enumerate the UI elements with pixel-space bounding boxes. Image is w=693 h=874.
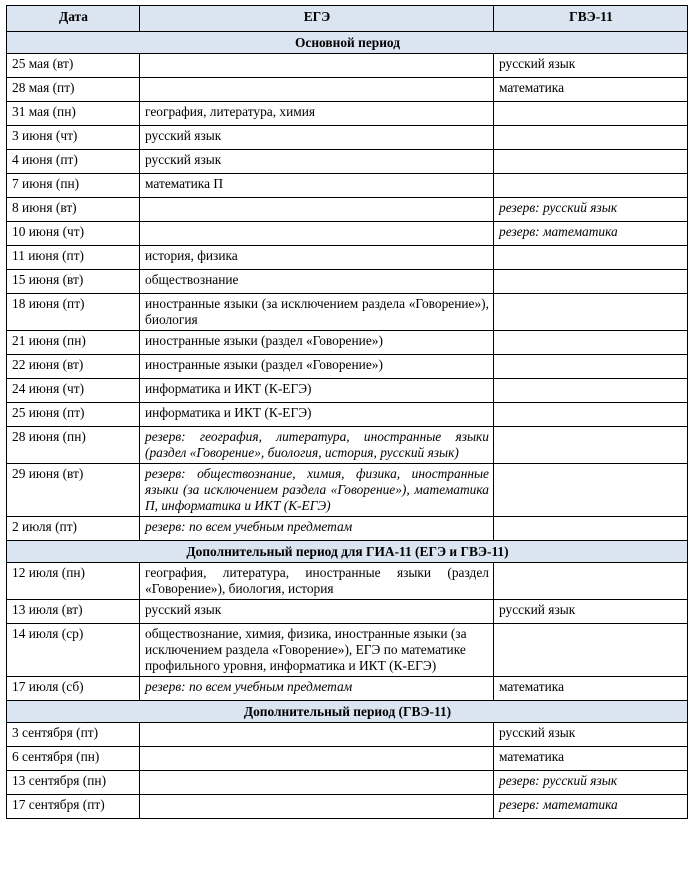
ege-cell: русский язык (140, 600, 494, 624)
table-row (7, 294, 688, 331)
ege-cell (140, 222, 494, 246)
ege-cell: резерв: по всем учебным предметам (140, 517, 494, 541)
date-cell: 2 июля (пт) (7, 517, 140, 541)
ege-cell (140, 771, 494, 795)
ege-cell: информатика и ИКТ (К-ЕГЭ) (140, 403, 494, 427)
ege-cell: информатика и ИКТ (К-ЕГЭ) (140, 379, 494, 403)
ege-cell: география, литература, иностранные языки (раздел «Говорение»), биология, история (140, 563, 494, 600)
date-cell: 25 мая (вт) (7, 54, 140, 78)
table-row (7, 270, 688, 294)
date-cell: 28 мая (пт) (7, 78, 140, 102)
date-cell: 3 сентября (пт) (7, 723, 140, 747)
gve-cell (494, 126, 688, 150)
date-cell: 31 мая (пн) (7, 102, 140, 126)
header-ege: ЕГЭ (140, 6, 494, 32)
section-additional-gia: Дополнительный период для ГИА-11 (ЕГЭ и ГВЭ-11) (7, 541, 688, 563)
table-row (7, 198, 688, 222)
ege-cell: математика П (140, 174, 494, 198)
ege-cell: резерв: география, литература, иностранные языки (раздел «Говорение», биология, история, русский язык) (140, 427, 494, 464)
table-row (7, 102, 688, 126)
ege-cell: обществознание (140, 270, 494, 294)
table-row (7, 379, 688, 403)
ege-cell: история, физика (140, 246, 494, 270)
table-row (7, 677, 688, 701)
section-row (7, 541, 688, 563)
gve-cell: математика (494, 78, 688, 102)
date-cell: 21 июня (пн) (7, 331, 140, 355)
gve-cell (494, 517, 688, 541)
table-row (7, 126, 688, 150)
table-row (7, 624, 688, 677)
gve-cell: русский язык (494, 723, 688, 747)
gve-cell (494, 427, 688, 464)
gve-cell (494, 150, 688, 174)
section-row (7, 701, 688, 723)
date-cell: 6 сентября (пн) (7, 747, 140, 771)
table-row (7, 563, 688, 600)
gve-cell (494, 464, 688, 517)
gve-cell (494, 270, 688, 294)
section-row (7, 32, 688, 54)
gve-cell: резерв: математика (494, 222, 688, 246)
ege-cell: резерв: обществознание, химия, физика, иностранные языки (за исключением раздела «Говорение»), математика П, информатика и ИКТ (К-ЕГЭ) (140, 464, 494, 517)
gve-cell (494, 563, 688, 600)
date-cell: 12 июля (пн) (7, 563, 140, 600)
date-cell: 3 июня (чт) (7, 126, 140, 150)
gve-cell (494, 294, 688, 331)
ege-cell (140, 198, 494, 222)
ege-cell: русский язык (140, 150, 494, 174)
ege-cell: резерв: по всем учебным предметам (140, 677, 494, 701)
date-cell: 15 июня (вт) (7, 270, 140, 294)
table-row (7, 222, 688, 246)
date-cell: 10 июня (чт) (7, 222, 140, 246)
table-row (7, 464, 688, 517)
gve-cell (494, 102, 688, 126)
date-cell: 14 июля (ср) (7, 624, 140, 677)
gve-cell: резерв: русский язык (494, 198, 688, 222)
date-cell: 25 июня (пт) (7, 403, 140, 427)
table-row (7, 355, 688, 379)
date-cell: 7 июня (пн) (7, 174, 140, 198)
gve-cell: русский язык (494, 600, 688, 624)
table-row (7, 427, 688, 464)
date-cell: 17 июля (сб) (7, 677, 140, 701)
table-row (7, 517, 688, 541)
table-row (7, 174, 688, 198)
table-row (7, 795, 688, 819)
section-main: Основной период (7, 32, 688, 54)
date-cell: 8 июня (вт) (7, 198, 140, 222)
date-cell: 4 июня (пт) (7, 150, 140, 174)
table-row (7, 54, 688, 78)
gve-cell (494, 331, 688, 355)
gve-cell (494, 624, 688, 677)
header-date: Дата (7, 6, 140, 32)
gve-cell: математика (494, 677, 688, 701)
ege-cell: русский язык (140, 126, 494, 150)
table-row (7, 771, 688, 795)
date-cell: 13 июля (вт) (7, 600, 140, 624)
ege-cell (140, 723, 494, 747)
section-additional-gve: Дополнительный период (ГВЭ-11) (7, 701, 688, 723)
exam-schedule-table (6, 5, 688, 819)
gve-cell (494, 379, 688, 403)
ege-cell (140, 747, 494, 771)
gve-cell (494, 174, 688, 198)
ege-cell (140, 78, 494, 102)
table-row (7, 78, 688, 102)
ege-cell: иностранные языки (раздел «Говорение») (140, 331, 494, 355)
ege-cell (140, 795, 494, 819)
date-cell: 24 июня (чт) (7, 379, 140, 403)
gve-cell: резерв: русский язык (494, 771, 688, 795)
gve-cell (494, 246, 688, 270)
table-row (7, 600, 688, 624)
date-cell: 11 июня (пт) (7, 246, 140, 270)
gve-cell (494, 355, 688, 379)
date-cell: 17 сентября (пт) (7, 795, 140, 819)
table-row (7, 747, 688, 771)
table-row (7, 150, 688, 174)
ege-cell (140, 54, 494, 78)
ege-cell: обществознание, химия, физика, иностранные языки (за исключением раздела «Говорение»), ЕГЭ по математике профильного уровня, информатика и ИКТ (К-ЕГЭ) (140, 624, 494, 677)
header-row (7, 6, 688, 32)
date-cell: 28 июня (пн) (7, 427, 140, 464)
header-gve: ГВЭ-11 (494, 6, 688, 32)
gve-cell: русский язык (494, 54, 688, 78)
ege-cell: иностранные языки (раздел «Говорение») (140, 355, 494, 379)
date-cell: 29 июня (вт) (7, 464, 140, 517)
gve-cell: математика (494, 747, 688, 771)
table-row (7, 403, 688, 427)
gve-cell (494, 403, 688, 427)
date-cell: 18 июня (пт) (7, 294, 140, 331)
table-row (7, 723, 688, 747)
date-cell: 13 сентября (пн) (7, 771, 140, 795)
table-row (7, 246, 688, 270)
ege-cell: иностранные языки (за исключением раздела «Говорение»), биология (140, 294, 494, 331)
ege-cell: география, литература, химия (140, 102, 494, 126)
table-row (7, 331, 688, 355)
date-cell: 22 июня (вт) (7, 355, 140, 379)
gve-cell: резерв: математика (494, 795, 688, 819)
